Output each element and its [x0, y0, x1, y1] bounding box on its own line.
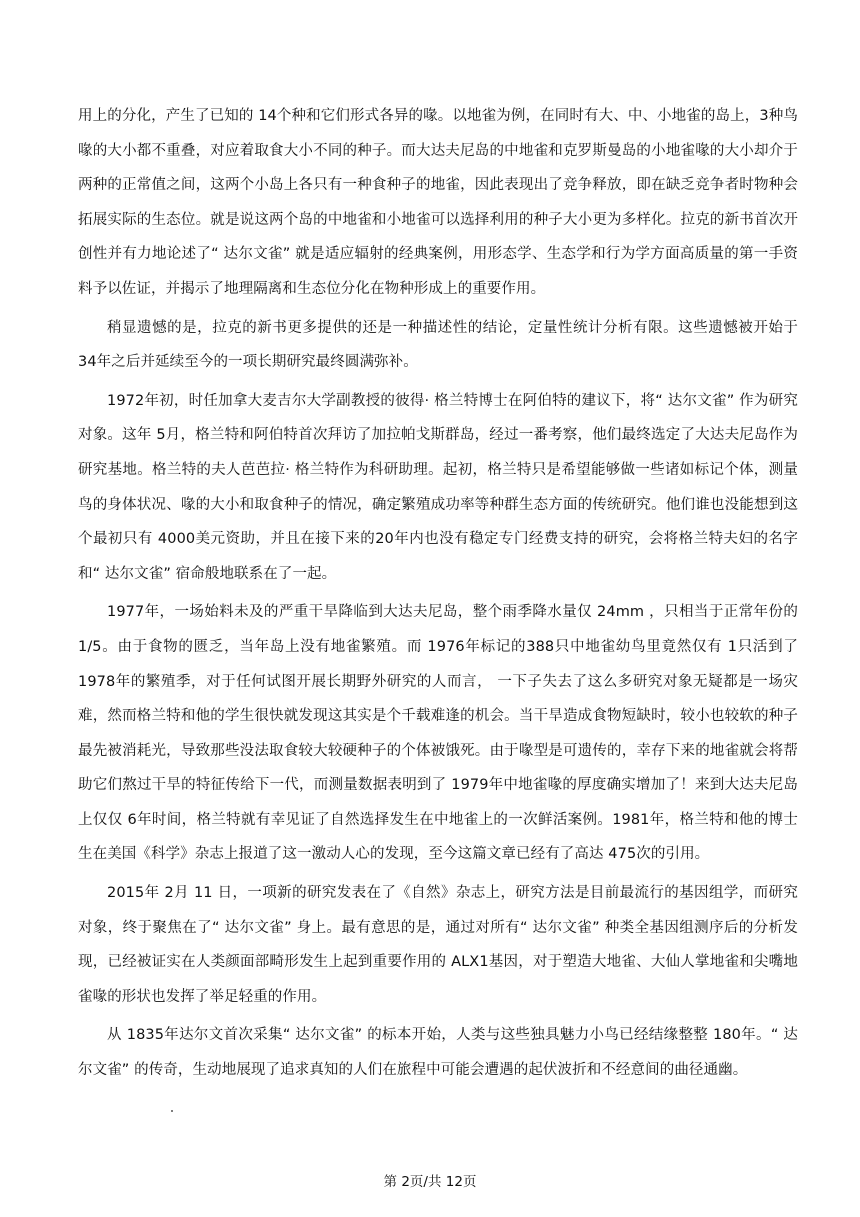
- page-number: 第 2页/共 12页: [383, 1174, 477, 1190]
- stray-mark: [171, 1110, 173, 1112]
- paragraph-drought-1977: 1977年，一场始料未及的严重干旱降临到大达夫尼岛，整个雨季降水量仅 24mm ，只相当于正常年份的 1/5。由于食物的匮乏，当年岛上没有地雀繁殖。而 1976年标记的388只中地雀幼鸟里竟然仅有 1只活到了 1978年的繁殖季，对于任何试图开展长期野外研究的人而言， 一下子失去了这么多研究对象无疑都是一场灾难，然而格兰特和他的学生很快就发现这其实是个千载难逢的机会。当干旱造成食物短缺时，较小也较软的种子最先被消耗光，导致那些没法取食较大较硬种子的个体被饿死。由于喙型是可遗传的，幸存下来的地雀就会将帮助它们熬过干旱的特征传给下一代，而测量数据表明到了 1979年中地雀喙的厚度确实增加了！来到大达夫尼岛上仅仅 6年时间，格兰特就有幸见证了自然选择发生在中地雀上的一次鲜活案例。1981年，格兰特和他的博士生在美国《科学》杂志上报道了这一激动人心的发现，至今这篇文章已经有了高达 475次的引用。: [78, 604, 798, 863]
- paragraph-regret: 稍显遗憾的是，拉克的新书更多提供的还是一种描述性的结论，定量性统计分析有限。这些遗憾被开始于 34年之后并延续至今的一项长期研究最终圆满弥补。: [78, 319, 798, 371]
- paragraph-grant-1972: 1972年初，时任加拿大麦吉尔大学副教授的彼得· 格兰特博士在阿伯特的建议下，将“ 达尔文雀” 作为研究对象。这年 5月，格兰特和阿伯特首次拜访了加拉帕戈斯群岛，经过一番考察，他们最终选定了大达夫尼岛作为研究基地。格兰特的夫人芭芭拉· 格兰特作为科研助理。起初，格兰特只是希望能够做一些诸如标记个体，测量鸟的身体状况、喙的大小和取食种子的情况，确定繁殖成功率等种群生态方面的传统研究。他们谁也没能想到这个最初只有 4000美元资助，并且在接下来的20年内也没有稳定专门经费支持的研究，会将格兰特夫妇的名字和“ 达尔文雀” 宿命般地联系在了一起。: [78, 392, 798, 582]
- paragraph-genomics-2015: 2015年 2月 11 日，一项新的研究发表在了《自然》杂志上，研究方法是目前最流行的基因组学，而研究对象，终于聚焦在了“ 达尔文雀” 身上。最有意思的是，通过对所有“ 达尔文雀” 种类全基因组测序后的分析发现，已经被证实在人类颜面部畸形发生上起到重要作用的 ALX1基因，对于塑造大地雀、大仙人掌地雀和尖嘴地雀喙的形状也发挥了举足轻重的作用。: [78, 885, 798, 1005]
- paragraph-adaptive-radiation: 用上的分化，产生了已知的 14个种和它们形式各异的喙。以地雀为例，在同时有大、中、小地雀的岛上，3种鸟喙的大小都不重叠，对应着取食大小不同的种子。而大达夫尼岛的中地雀和克罗斯曼岛的小地雀喙的大小却介于两种的正常值之间，这两个小岛上各只有一种食种子的地雀，因此表现出了竞争释放，即在缺乏竞争者时物种会拓展实际的生态位。就是说这两个岛的中地雀和小地雀可以选择利用的种子大小更为多样化。拉克的新书首次开创性并有力地论述了“ 达尔文雀” 就是适应辐射的经典案例，用形态学、生态学和行为学方面高质量的第一手资料予以佐证，并揭示了地理隔离和生态位分化在物种形成上的重要作用。: [78, 108, 798, 297]
- document-body: [78, 99, 798, 1092]
- paragraph-conclusion: 从 1835年达尔文首次采集“ 达尔文雀” 的标本开始，人类与这些独具魅力小鸟已经结缘整整 180年。“ 达尔文雀” 的传奇，生动地展现了追求真知的人们在旅程中可能会遭遇的起伏波折和不经意间的曲径通幽。: [78, 1027, 798, 1079]
